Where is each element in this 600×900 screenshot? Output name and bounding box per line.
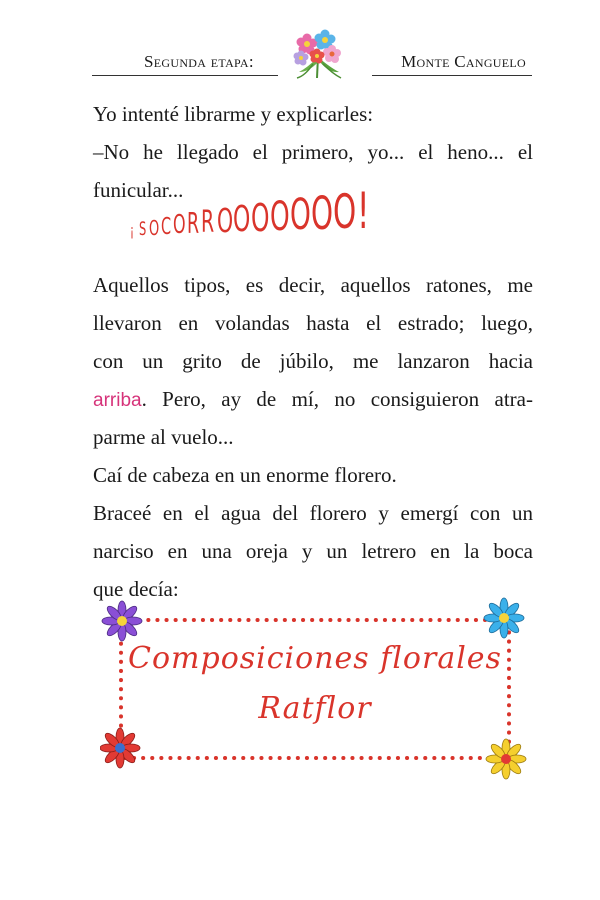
header-rule-left (92, 75, 278, 76)
shout-letter: O (149, 216, 160, 240)
flower-bouquet-icon (287, 28, 349, 80)
highlighted-word: arriba (93, 390, 142, 411)
header-stage: Segunda etapa: (144, 52, 254, 71)
yellow-flower-icon (486, 739, 526, 779)
shout-letter: ! (356, 182, 370, 240)
shout-letter: C (160, 213, 171, 240)
shout-text (130, 182, 480, 246)
header-chapter: Monte Canguelo (401, 52, 526, 71)
shout-letter: O (333, 185, 357, 240)
text-line: Caí de cabeza en un enorme florero. (93, 463, 397, 487)
shout-letter: O (216, 201, 233, 240)
shout-letter: O (270, 194, 290, 240)
sign-border (100, 596, 530, 780)
blue-flower-icon (484, 598, 524, 638)
text-line: Aquellos tipos, es decir, aquellos ratones, me (93, 273, 533, 297)
text-line: parme al vuelo... (93, 425, 234, 449)
page-header (92, 28, 532, 80)
paragraph-story (93, 266, 533, 608)
shout-letter: R (201, 205, 215, 240)
text-line: –No he llegado el primero, yo... el heno... el (93, 140, 533, 164)
text-line: con un grito de júbilo, me lanzaron hacia (93, 349, 533, 373)
header-rule-right (372, 75, 532, 76)
purple-flower-icon (102, 601, 142, 641)
text-line: que decía: (93, 577, 179, 601)
text-line (93, 380, 533, 418)
red-flower-icon (100, 728, 140, 768)
shout-letter: O (290, 190, 312, 240)
text-line: Yo intenté librarme y explicarles: (93, 102, 374, 126)
text-line: narciso en una oreja y un letrero en la boca (93, 539, 533, 563)
florist-sign (100, 596, 530, 780)
shout-letter: O (311, 187, 334, 240)
shout-letter: ¡ (130, 221, 134, 240)
sign-line-2: Ratflor (258, 691, 372, 726)
shout-letter: O (251, 196, 270, 240)
shout-letter: R (186, 207, 199, 240)
shout-letter: O (233, 199, 251, 240)
text-fragment: . Pero, ay de mí, no consiguieron atra- (141, 387, 533, 411)
text-line: funicular... (93, 178, 184, 202)
shout-letter: S (139, 219, 147, 240)
sign-line-1: Composiciones florales (128, 641, 502, 676)
text-line: llevaron en volandas hasta el estrado; luego, (93, 311, 533, 335)
text-line: Braceé en el agua del florero y emergí con un (93, 501, 533, 525)
shout-letter: O (173, 210, 186, 240)
